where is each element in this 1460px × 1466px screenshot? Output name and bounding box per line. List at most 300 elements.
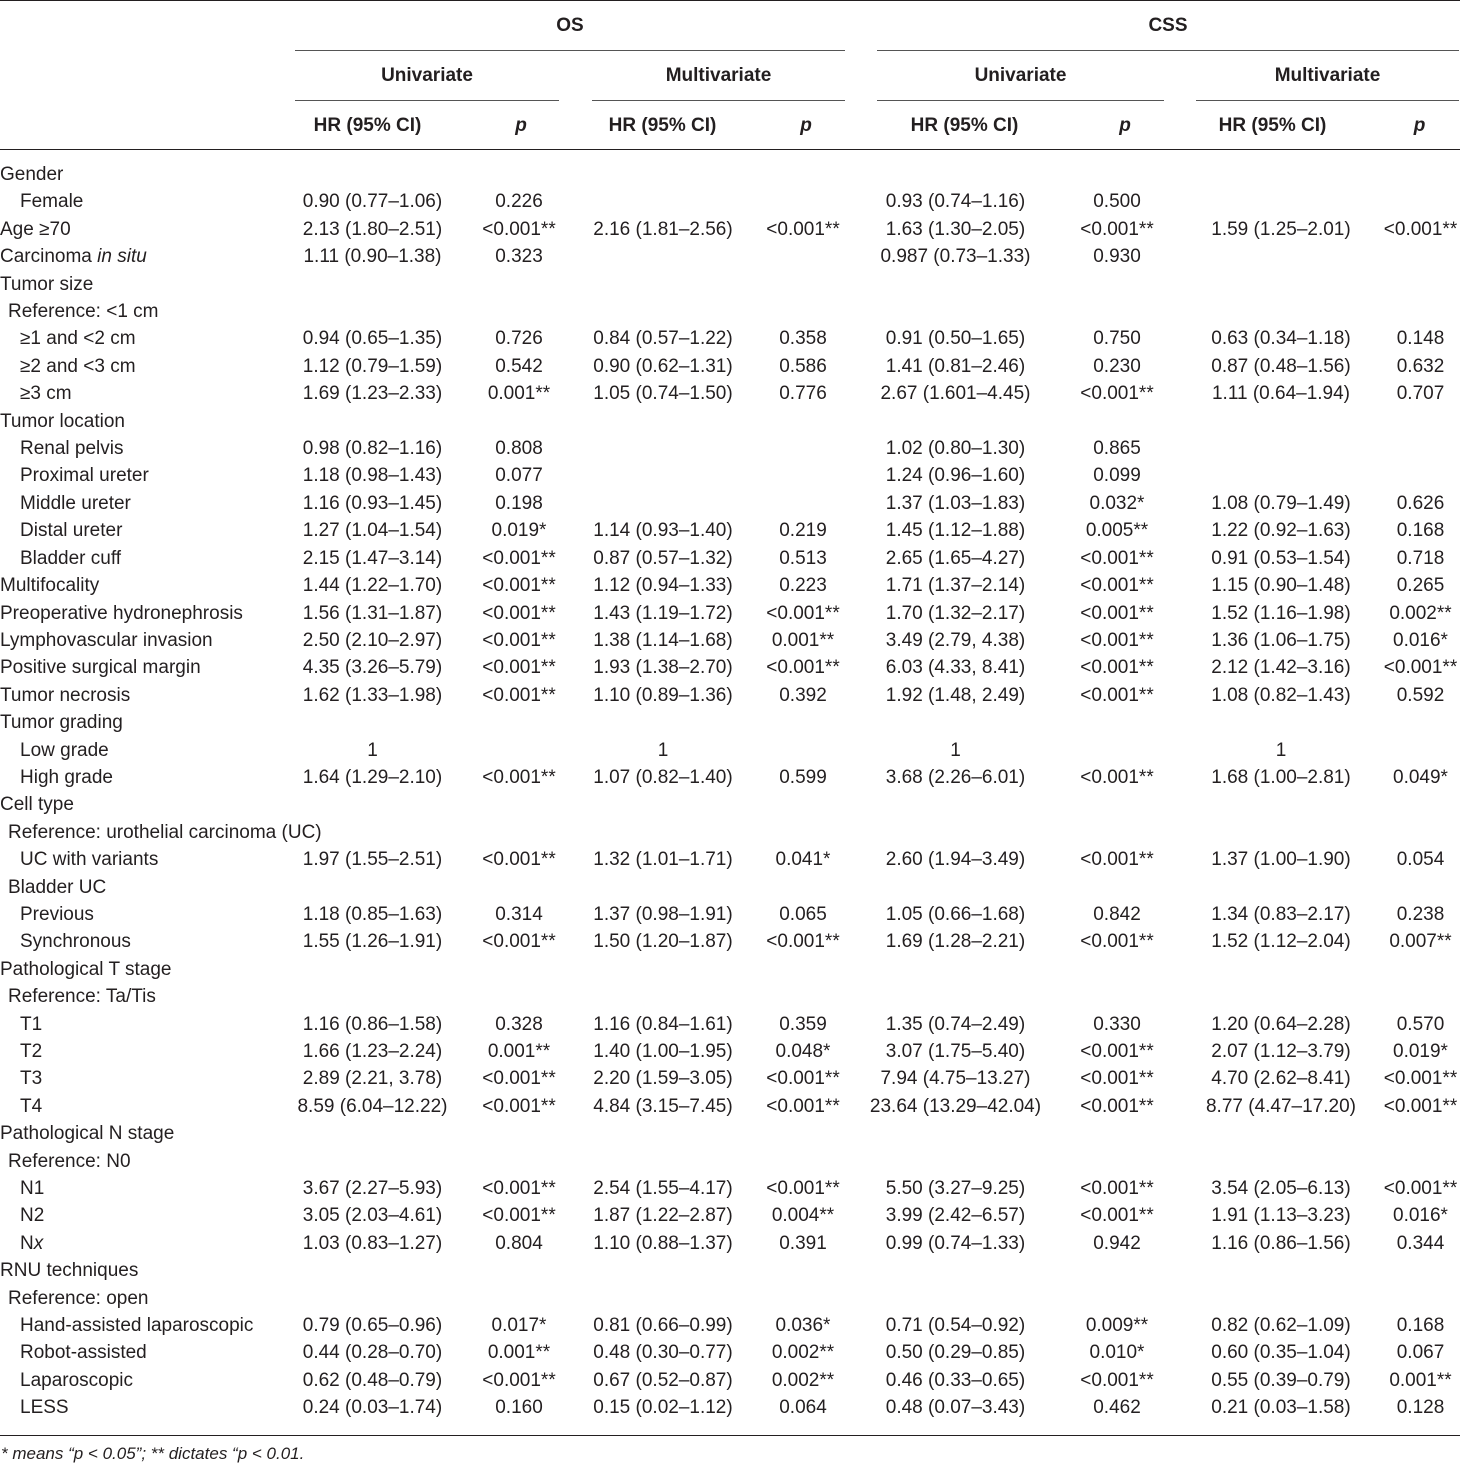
row-label-text: UC with variants xyxy=(20,849,159,871)
row-label xyxy=(0,325,285,352)
cell-css-multi-p: 0.019* xyxy=(1393,1041,1448,1062)
cell-os-uni-hr xyxy=(285,298,460,325)
cell-css-multi-p: 0.001** xyxy=(1389,1369,1452,1391)
row-label-text: T1 xyxy=(20,1013,43,1035)
cell-os-multi-hr xyxy=(578,956,748,983)
cell-os-uni-hr: 2.89 (2.21, 3.78) xyxy=(302,1068,443,1090)
cell-css-uni-hr xyxy=(858,709,1053,736)
col-header-os-uni-hr: HR (95% CI) xyxy=(313,115,422,136)
cell-css-uni-hr: 2.67 (1.601–4.45) xyxy=(880,383,1031,405)
bottom-rule xyxy=(0,1435,1460,1436)
cell-css-uni-hr xyxy=(858,983,1053,1010)
cell-os-uni-hr: 1.27 (1.04–1.54) xyxy=(302,520,443,542)
cell-os-multi-hr: 1.16 (0.84–1.61) xyxy=(593,1013,733,1035)
cell-os-multi-p: 0.223 xyxy=(779,575,827,597)
cell-css-uni-p: <0.001** xyxy=(1080,657,1154,679)
cell-css-uni-p: 0.032* xyxy=(1089,492,1145,514)
cell-os-multi-hr xyxy=(578,1285,748,1312)
cell-css-uni-p: 0.230 xyxy=(1093,355,1141,377)
row-label-text: Previous xyxy=(20,903,94,925)
cell-css-multi-hr: 0.63 (0.34–1.18) xyxy=(1211,328,1351,350)
cell-os-multi-p xyxy=(748,709,858,736)
cell-css-uni-hr: 1 xyxy=(950,739,961,761)
cell-os-uni-p xyxy=(460,791,578,818)
cell-os-multi-hr: 2.16 (1.81–2.56) xyxy=(593,218,733,240)
row-label xyxy=(0,1339,285,1366)
cell-os-multi-hr: 1.50 (1.20–1.87) xyxy=(593,931,733,953)
os-multi-underline xyxy=(592,100,845,101)
table-row xyxy=(0,846,1460,873)
row-label-text: Carcinoma xyxy=(0,246,98,268)
cell-css-uni-p xyxy=(1053,271,1181,298)
table-row xyxy=(0,1202,1460,1229)
cell-os-multi-p xyxy=(748,737,858,764)
row-label xyxy=(0,928,285,955)
cell-os-uni-p: 0.808 xyxy=(495,438,543,460)
cell-css-uni-p: <0.001** xyxy=(1080,602,1154,624)
row-label-text: Pathological N stage xyxy=(0,1123,175,1145)
cell-css-multi-hr: 1.20 (0.64–2.28) xyxy=(1211,1013,1351,1035)
cell-os-multi-hr: 1.10 (0.88–1.37) xyxy=(593,1232,733,1254)
cell-os-uni-p: 0.017* xyxy=(491,1315,547,1337)
cell-css-multi-p: 0.067 xyxy=(1396,1342,1445,1364)
cell-os-uni-hr xyxy=(285,791,460,818)
row-label xyxy=(0,216,285,243)
cell-css-uni-hr: 3.99 (2.42–6.57) xyxy=(885,1205,1026,1227)
cell-css-multi-p: <0.001** xyxy=(1383,1068,1458,1090)
row-label-text: Middle ureter xyxy=(20,492,131,514)
cell-os-multi-hr xyxy=(578,161,748,188)
cell-os-multi-p: 0.002** xyxy=(771,1342,835,1364)
cell-os-uni-p: 0.542 xyxy=(495,355,543,377)
cell-css-uni-hr xyxy=(858,1120,1053,1147)
row-label xyxy=(0,846,285,873)
cell-os-multi-p: 0.391 xyxy=(779,1232,827,1254)
cell-css-multi-hr xyxy=(1181,1257,1381,1284)
cell-css-multi-p: 0.626 xyxy=(1396,492,1445,514)
cell-os-multi-p xyxy=(748,1120,858,1147)
cell-css-uni-hr: 0.46 (0.33–0.65) xyxy=(885,1369,1026,1391)
row-label xyxy=(0,1285,285,1312)
row-label xyxy=(0,490,285,517)
table-body xyxy=(0,161,1460,1422)
row-label-text: Female xyxy=(20,191,84,213)
row-label-text: Laparoscopic xyxy=(20,1369,134,1391)
cell-os-uni-p xyxy=(460,709,578,736)
cell-os-multi-p: <0.001** xyxy=(766,602,840,624)
cell-os-uni-hr: 1.69 (1.23–2.33) xyxy=(302,383,443,405)
cell-css-uni-hr xyxy=(858,1148,1053,1175)
cell-css-multi-p: 0.265 xyxy=(1396,575,1445,597)
cell-css-uni-p: 0.842 xyxy=(1093,903,1141,925)
cell-os-uni-hr: 8.59 (6.04–12.22) xyxy=(297,1095,448,1117)
cell-css-multi-p: <0.001** xyxy=(1383,1178,1458,1200)
cell-css-multi-p xyxy=(1381,1120,1460,1147)
cell-css-multi-hr: 1.34 (0.83–2.17) xyxy=(1211,903,1351,925)
cell-os-uni-hr xyxy=(285,1257,460,1284)
p-label: p xyxy=(1119,115,1131,136)
cell-os-uni-hr: 3.67 (2.27–5.93) xyxy=(302,1178,443,1200)
cell-os-uni-hr: 1.16 (0.93–1.45) xyxy=(302,492,443,514)
row-label-text: Bladder cuff xyxy=(20,547,122,569)
col-header-css-multi-hr: HR (95% CI) xyxy=(1218,115,1327,136)
cell-os-multi-p xyxy=(748,462,858,489)
cell-os-uni-hr: 0.94 (0.65–1.35) xyxy=(302,328,443,350)
cell-css-uni-hr xyxy=(858,819,1053,846)
cell-os-multi-p: <0.001** xyxy=(766,657,840,679)
cell-css-uni-hr: 1.63 (1.30–2.05) xyxy=(885,218,1026,240)
cell-css-uni-hr: 0.99 (0.74–1.33) xyxy=(885,1232,1026,1254)
cell-css-multi-p xyxy=(1381,791,1460,818)
cell-os-uni-hr xyxy=(285,1285,460,1312)
cell-css-multi-hr xyxy=(1181,709,1381,736)
cell-os-multi-hr: 1.10 (0.89–1.36) xyxy=(593,684,733,706)
row-label-text: T3 xyxy=(20,1068,43,1090)
table-row xyxy=(0,325,1460,352)
cell-os-multi-p: <0.001** xyxy=(766,218,840,240)
cell-os-uni-hr: 1.18 (0.85–1.63) xyxy=(302,903,443,925)
cell-css-uni-hr: 23.64 (13.29–42.04) xyxy=(869,1095,1042,1117)
row-label xyxy=(0,901,285,928)
cell-css-uni-hr: 3.07 (1.75–5.40) xyxy=(885,1041,1026,1062)
row-label xyxy=(0,298,285,325)
cell-os-uni-p: <0.001** xyxy=(482,1369,556,1391)
cell-os-multi-hr: 0.15 (0.02–1.12) xyxy=(593,1397,733,1419)
cell-css-uni-hr: 1.45 (1.12–1.88) xyxy=(885,520,1026,542)
row-label-text: N1 xyxy=(20,1178,45,1200)
cell-os-multi-hr: 1.40 (1.00–1.95) xyxy=(593,1041,733,1062)
cell-os-multi-p: 0.048* xyxy=(775,1041,831,1062)
cell-os-uni-p: 0.328 xyxy=(495,1013,543,1035)
cell-css-uni-p: 0.009** xyxy=(1085,1315,1149,1337)
cell-os-multi-p: 0.036* xyxy=(775,1315,831,1337)
cell-css-uni-p xyxy=(1053,1285,1181,1312)
table-row xyxy=(0,1230,1460,1257)
cell-os-multi-p xyxy=(748,819,858,846)
row-label-text: Robot-assisted xyxy=(20,1342,147,1364)
css-uni-underline xyxy=(877,100,1164,101)
cell-css-uni-p: 0.462 xyxy=(1093,1397,1141,1419)
row-label-text: Pathological T stage xyxy=(0,958,172,980)
cell-css-uni-p: <0.001** xyxy=(1080,629,1154,651)
cell-css-multi-p xyxy=(1381,1285,1460,1312)
cell-os-uni-hr: 1.55 (1.26–1.91) xyxy=(302,931,443,953)
cell-css-multi-p xyxy=(1381,1148,1460,1175)
cell-os-multi-hr xyxy=(578,983,748,1010)
cell-os-multi-hr: 1.07 (0.82–1.40) xyxy=(593,766,733,788)
cell-os-uni-hr: 0.24 (0.03–1.74) xyxy=(302,1397,443,1419)
col-header-os-multi-p xyxy=(761,116,851,136)
cell-os-uni-p: 0.726 xyxy=(495,328,543,350)
cell-css-multi-hr xyxy=(1181,1120,1381,1147)
row-label xyxy=(0,161,285,188)
table-row xyxy=(0,1394,1460,1421)
row-label-text: Lymphovascular invasion xyxy=(0,629,213,651)
cell-os-uni-p: 0.019* xyxy=(491,520,547,542)
col-header-css-uni-p xyxy=(1080,116,1170,136)
css-underline xyxy=(877,50,1459,51)
cell-css-uni-hr: 0.987 (0.73–1.33) xyxy=(880,246,1031,268)
cell-css-multi-p: 0.168 xyxy=(1396,520,1445,542)
table-row xyxy=(0,600,1460,627)
row-label xyxy=(0,1148,285,1175)
cell-css-uni-hr: 0.91 (0.50–1.65) xyxy=(885,328,1026,350)
cell-os-multi-hr: 4.84 (3.15–7.45) xyxy=(593,1095,733,1117)
cell-os-uni-hr: 3.05 (2.03–4.61) xyxy=(302,1205,443,1227)
table-row xyxy=(0,408,1460,435)
cell-css-uni-p: <0.001** xyxy=(1080,766,1154,788)
row-label xyxy=(0,1120,285,1147)
cell-os-multi-hr: 2.20 (1.59–3.05) xyxy=(593,1068,733,1090)
table-row xyxy=(0,956,1460,983)
cell-css-multi-hr xyxy=(1181,791,1381,818)
cell-os-multi-p xyxy=(748,435,858,462)
cell-css-uni-p: <0.001** xyxy=(1080,1178,1154,1200)
cell-css-uni-hr: 0.71 (0.54–0.92) xyxy=(885,1315,1026,1337)
row-label-text: Synchronous xyxy=(20,931,131,953)
cell-os-multi-p: 0.001** xyxy=(771,629,835,651)
table-row xyxy=(0,1038,1460,1065)
cell-css-uni-p: 0.500 xyxy=(1093,191,1141,213)
cell-css-multi-p: <0.001** xyxy=(1383,218,1458,240)
cell-os-uni-p: <0.001** xyxy=(482,931,556,953)
cell-css-multi-hr: 1.59 (1.25–2.01) xyxy=(1211,218,1351,240)
cell-css-uni-p: 0.099 xyxy=(1093,465,1141,487)
table-row xyxy=(0,819,1460,846)
row-label-italic: in situ xyxy=(97,246,147,268)
cell-os-uni-hr: 0.98 (0.82–1.16) xyxy=(302,438,443,460)
cell-css-uni-p: <0.001** xyxy=(1080,575,1154,597)
cell-css-uni-p xyxy=(1053,983,1181,1010)
os-uni-underline xyxy=(295,100,559,101)
cell-css-multi-hr: 4.70 (2.62–8.41) xyxy=(1211,1068,1351,1090)
cell-os-uni-p: 0.001** xyxy=(487,1041,551,1062)
cell-os-uni-hr xyxy=(285,408,460,435)
row-label xyxy=(0,819,322,846)
row-label-text: ≥3 cm xyxy=(20,383,72,405)
row-label xyxy=(0,545,285,572)
cell-css-multi-hr xyxy=(1181,819,1381,846)
cell-os-multi-p: 0.586 xyxy=(779,355,827,377)
p-label: p xyxy=(1413,115,1426,136)
row-label xyxy=(0,1175,285,1202)
table-row xyxy=(0,1339,1460,1366)
row-label xyxy=(0,709,285,736)
table-row xyxy=(0,1148,1460,1175)
cell-os-uni-p xyxy=(460,874,578,901)
row-label xyxy=(0,874,285,901)
cell-os-multi-p xyxy=(748,1257,858,1284)
cell-css-uni-p: <0.001** xyxy=(1080,1369,1154,1391)
os-header: OS xyxy=(556,15,584,36)
cell-css-uni-hr: 1.92 (1.48, 2.49) xyxy=(885,684,1026,706)
table-row xyxy=(0,188,1460,215)
row-label xyxy=(0,1065,285,1092)
cell-os-multi-hr: 0.81 (0.66–0.99) xyxy=(593,1315,733,1337)
table-row xyxy=(0,874,1460,901)
row-label xyxy=(0,435,285,462)
cell-os-uni-hr xyxy=(285,709,460,736)
cell-css-uni-p: <0.001** xyxy=(1080,849,1154,871)
row-label-text: ≥1 and <2 cm xyxy=(20,328,136,350)
cell-css-multi-p xyxy=(1381,435,1460,462)
hazard-ratio-table xyxy=(0,161,1460,1422)
table-row xyxy=(0,1367,1460,1394)
cell-os-multi-p: 0.359 xyxy=(779,1013,827,1035)
cell-css-multi-p: 0.016* xyxy=(1393,629,1448,651)
cell-os-uni-p xyxy=(460,1148,578,1175)
row-label-text: Tumor size xyxy=(0,273,94,295)
cell-os-uni-p: <0.001** xyxy=(482,218,556,240)
cell-os-multi-p: 0.065 xyxy=(779,903,827,925)
cell-os-uni-hr: 0.79 (0.65–0.96) xyxy=(302,1315,443,1337)
cell-os-multi-p xyxy=(748,791,858,818)
table-row xyxy=(0,1011,1460,1038)
cell-css-multi-hr: 2.12 (1.42–3.16) xyxy=(1211,657,1351,679)
cell-os-multi-hr xyxy=(578,819,748,846)
cell-css-multi-hr: 1.91 (1.13–3.23) xyxy=(1211,1205,1351,1227)
cell-css-multi-hr xyxy=(1181,243,1381,270)
row-label-text: Renal pelvis xyxy=(20,438,124,460)
cell-os-uni-hr xyxy=(285,271,460,298)
cell-css-uni-hr: 5.50 (3.27–9.25) xyxy=(885,1178,1026,1200)
cell-css-uni-hr: 1.69 (1.28–2.21) xyxy=(885,931,1026,953)
cell-os-uni-hr: 1.11 (0.90–1.38) xyxy=(303,246,442,268)
cell-css-uni-p: <0.001** xyxy=(1080,1095,1154,1117)
row-label-text: RNU techniques xyxy=(0,1260,139,1282)
cell-css-uni-hr xyxy=(858,161,1053,188)
cell-css-multi-hr: 0.55 (0.39–0.79) xyxy=(1211,1369,1351,1391)
cell-os-multi-hr: 1.38 (1.14–1.68) xyxy=(593,629,733,651)
table-row xyxy=(0,545,1460,572)
table-row xyxy=(0,435,1460,462)
cell-css-uni-hr: 0.50 (0.29–0.85) xyxy=(885,1342,1026,1364)
row-label-text: N xyxy=(20,1232,34,1254)
cell-os-uni-p: <0.001** xyxy=(482,657,556,679)
cell-os-uni-p: <0.001** xyxy=(482,629,556,651)
cell-css-uni-hr: 3.49 (2.79, 4.38) xyxy=(885,629,1026,651)
row-label xyxy=(0,1257,285,1284)
cell-css-multi-p: 0.049* xyxy=(1393,766,1448,788)
cell-os-uni-hr xyxy=(285,1120,460,1147)
cell-os-uni-hr: 1 xyxy=(367,739,378,761)
cell-os-multi-hr: 1.93 (1.38–2.70) xyxy=(593,657,733,679)
cell-css-uni-p xyxy=(1053,1257,1181,1284)
top-rule xyxy=(0,0,1460,1)
row-label-text: T2 xyxy=(20,1041,43,1062)
cell-css-multi-p xyxy=(1381,983,1460,1010)
cell-css-multi-p: <0.001** xyxy=(1383,657,1458,679)
cell-os-multi-p: 0.392 xyxy=(779,684,827,706)
table-row xyxy=(0,1257,1460,1284)
cell-os-uni-p: <0.001** xyxy=(482,547,556,569)
cell-css-multi-p xyxy=(1381,1257,1460,1284)
cell-css-multi-hr: 8.77 (4.47–17.20) xyxy=(1205,1095,1356,1117)
cell-css-uni-p xyxy=(1053,956,1181,983)
cell-os-uni-hr: 1.62 (1.33–1.98) xyxy=(302,684,443,706)
cell-css-multi-p xyxy=(1381,161,1460,188)
cell-os-uni-hr: 2.50 (2.10–2.97) xyxy=(302,629,443,651)
cell-os-multi-hr: 1.05 (0.74–1.50) xyxy=(593,383,733,405)
cell-os-multi-hr: 0.48 (0.30–0.77) xyxy=(593,1342,733,1364)
cell-css-uni-p xyxy=(1053,408,1181,435)
cell-css-multi-hr xyxy=(1181,298,1381,325)
cell-os-uni-p: <0.001** xyxy=(482,602,556,624)
cell-os-multi-hr: 0.67 (0.52–0.87) xyxy=(593,1369,733,1391)
col-header-os-uni-p xyxy=(476,116,566,136)
cell-css-multi-hr: 1.08 (0.79–1.49) xyxy=(1211,492,1351,514)
cell-os-multi-p xyxy=(748,956,858,983)
cell-os-multi-p: 0.004** xyxy=(771,1205,835,1227)
row-label xyxy=(0,408,285,435)
cell-css-multi-hr xyxy=(1181,435,1381,462)
row-label-text: Reference: urothelial carcinoma (UC) xyxy=(8,821,322,843)
row-label-text: Reference: <1 cm xyxy=(8,301,159,323)
cell-css-uni-hr: 0.48 (0.07–3.43) xyxy=(885,1397,1026,1419)
cell-css-uni-p: 0.865 xyxy=(1093,438,1141,460)
cell-os-multi-hr xyxy=(578,188,748,215)
cell-css-uni-p: 0.750 xyxy=(1093,328,1141,350)
cell-css-multi-hr xyxy=(1181,1285,1381,1312)
row-label xyxy=(0,1202,285,1229)
cell-os-multi-p xyxy=(748,874,858,901)
row-label-text: Distal ureter xyxy=(20,520,123,542)
cell-os-multi-p: 0.002** xyxy=(771,1369,835,1391)
table-row xyxy=(0,161,1460,188)
cell-os-multi-hr xyxy=(578,1120,748,1147)
row-label-text: Gender xyxy=(0,164,64,185)
row-label xyxy=(0,1367,285,1394)
cell-os-multi-hr xyxy=(578,490,748,517)
cell-css-uni-p xyxy=(1053,161,1181,188)
cell-css-uni-hr xyxy=(858,1257,1053,1284)
cell-os-uni-p xyxy=(460,983,578,1010)
cell-css-multi-p: <0.001** xyxy=(1383,1095,1458,1117)
cell-css-multi-p: 0.148 xyxy=(1396,328,1445,350)
cell-os-multi-p xyxy=(748,243,858,270)
cell-os-uni-hr: 0.62 (0.48–0.79) xyxy=(302,1369,443,1391)
cell-os-uni-p xyxy=(460,1257,578,1284)
cell-os-uni-hr: 1.12 (0.79–1.59) xyxy=(302,355,443,377)
table-row xyxy=(0,1093,1460,1120)
table-row xyxy=(0,928,1460,955)
row-label-text: N2 xyxy=(20,1205,45,1227)
cell-css-uni-hr xyxy=(858,271,1053,298)
cell-os-multi-hr xyxy=(578,1257,748,1284)
cell-os-multi-hr xyxy=(578,435,748,462)
row-label xyxy=(0,682,285,709)
cell-css-uni-p xyxy=(1053,791,1181,818)
cell-os-uni-p: 0.314 xyxy=(495,903,543,925)
cell-css-uni-hr: 1.70 (1.32–2.17) xyxy=(885,602,1026,624)
cell-os-multi-hr: 1.32 (1.01–1.71) xyxy=(593,849,733,871)
cell-os-uni-hr: 1.97 (1.55–2.51) xyxy=(302,849,443,871)
cell-os-multi-p: <0.001** xyxy=(766,1178,840,1200)
cell-css-uni-p: <0.001** xyxy=(1080,1068,1154,1090)
cell-os-multi-p xyxy=(748,490,858,517)
cell-css-uni-p: 0.942 xyxy=(1093,1232,1141,1254)
cell-css-uni-p: 0.330 xyxy=(1093,1013,1141,1035)
cell-os-uni-p xyxy=(460,161,578,188)
cell-os-multi-hr: 2.54 (1.55–4.17) xyxy=(593,1178,733,1200)
table-row xyxy=(0,1285,1460,1312)
cell-css-uni-hr xyxy=(858,408,1053,435)
cell-css-multi-p xyxy=(1381,243,1460,270)
cell-css-multi-hr: 0.91 (0.53–1.54) xyxy=(1211,547,1351,569)
cell-css-uni-p: <0.001** xyxy=(1080,1041,1154,1062)
cell-css-uni-p: <0.001** xyxy=(1080,218,1154,240)
cell-css-multi-hr: 0.60 (0.35–1.04) xyxy=(1211,1342,1351,1364)
